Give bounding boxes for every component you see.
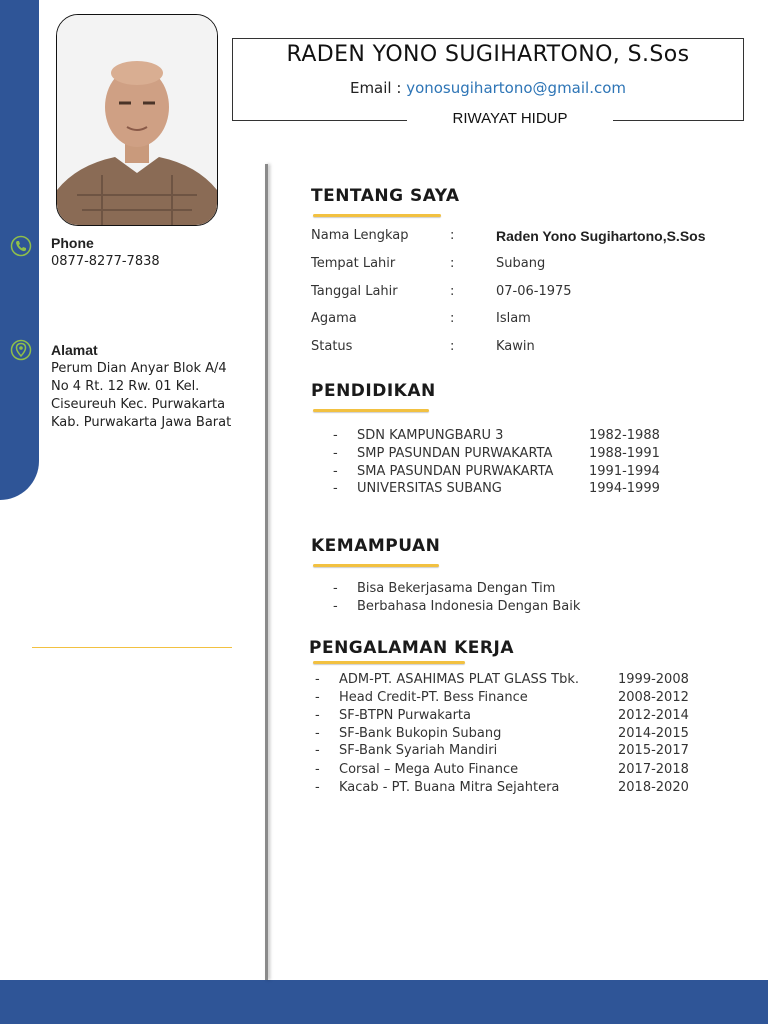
list-dash: - [315,762,320,777]
document-subtitle: RIWAYAT HIDUP [407,108,613,129]
experience-name: Kacab - PT. Buana Mitra Sejahtera [339,780,560,795]
about-value: Raden Yono Sugihartono,S.Sos [496,228,706,244]
about-label: Agama [311,311,357,326]
experience-name: SF-Bank Syariah Mandiri [339,743,498,758]
about-label: Tanggal Lahir [311,284,398,299]
experience-item [315,780,695,798]
about-separator: : [450,228,455,243]
experience-years: 2015-2017 [618,743,689,758]
experience-name: Head Credit-PT. Bess Finance [339,690,528,705]
email-label: Email : [349,79,407,97]
education-section-title: PENDIDIKAN [311,381,436,401]
skill-item [333,581,633,599]
experience-name: SF-Bank Bukopin Subang [339,726,502,741]
experience-years: 2012-2014 [618,708,689,723]
address-line: Ciseureuh Kec. Purwakarta [51,397,226,412]
about-label: Nama Lengkap [311,228,409,243]
experience-item [315,708,695,726]
education-section-underline [313,409,429,412]
address-text [51,360,231,432]
list-dash: - [315,726,320,741]
address-label: Alamat [51,342,98,358]
experience-section-underline [313,661,465,664]
list-dash: - [333,581,338,596]
experience-years: 2014-2015 [618,726,689,741]
education-name: SMP PASUNDAN PURWAKARTA [357,446,553,461]
education-years: 1994-1999 [589,481,660,496]
about-separator: : [450,284,455,299]
skills-section-underline [313,564,439,567]
about-label: Tempat Lahir [311,256,396,271]
experience-years: 2008-2012 [618,690,689,705]
list-dash: - [333,428,338,443]
about-separator: : [450,339,455,354]
about-label: Status [311,339,353,354]
education-item [333,464,663,482]
list-dash: - [315,690,320,705]
list-dash: - [315,708,320,723]
phone-label: Phone [51,235,94,251]
portrait-illustration [57,15,217,225]
list-dash: - [315,780,320,795]
full-name-heading: RADEN YONO SUGIHARTONO, S.Sos [286,42,690,67]
phone-icon [10,235,32,257]
email-row [233,79,743,97]
experience-years: 2018-2020 [618,780,689,795]
about-separator: : [450,311,455,326]
list-dash: - [333,481,338,496]
skills-section-title: KEMAMPUAN [311,536,441,556]
list-dash: - [333,446,338,461]
address-line: Perum Dian Anyar Blok A/4 [51,361,227,376]
list-dash: - [315,743,320,758]
experience-item [315,726,695,744]
experience-section-title: PENGALAMAN KERJA [309,638,514,658]
address-line: No 4 Rt. 12 Rw. 01 Kel. [51,379,200,394]
education-name: SMA PASUNDAN PURWAKARTA [357,464,554,479]
about-value: Kawin [496,339,535,354]
skill-item [333,599,633,617]
about-value: 07-06-1975 [496,284,572,299]
experience-name: ADM-PT. ASAHIMAS PLAT GLASS Tbk. [339,672,580,687]
experience-item [315,672,695,690]
experience-years: 1999-2008 [618,672,689,687]
skill-name: Berbahasa Indonesia Dengan Baik [357,599,581,614]
experience-item [315,762,695,780]
education-item [333,481,663,499]
location-pin-icon [10,339,32,361]
experience-item [315,743,695,761]
education-years: 1991-1994 [589,464,660,479]
education-years: 1982-1988 [589,428,660,443]
education-item [333,446,663,464]
about-value: Subang [496,256,546,271]
about-separator: : [450,256,455,271]
list-dash: - [333,599,338,614]
list-dash: - [333,464,338,479]
education-name: UNIVERSITAS SUBANG [357,481,502,496]
experience-name: Corsal – Mega Auto Finance [339,762,519,777]
about-section-title: TENTANG SAYA [311,186,460,206]
address-line: Kab. Purwakarta Jawa Barat [51,415,232,430]
education-years: 1988-1991 [589,446,660,461]
phone-number: 0877-8277-7838 [51,254,160,269]
experience-item [315,690,695,708]
education-name: SDN KAMPUNGBARU 3 [357,428,504,443]
vertical-divider [265,164,268,980]
experience-name: SF-BTPN Purwakarta [339,708,471,723]
left-divider [32,647,232,648]
education-item [333,428,663,446]
email-link[interactable]: yonosugihartono@gmail.com [406,79,627,97]
footer-band [0,980,768,1024]
list-dash: - [315,672,320,687]
about-section-underline [313,214,441,217]
experience-years: 2017-2018 [618,762,689,777]
skill-name: Bisa Bekerjasama Dengan Tim [357,581,556,596]
profile-photo [56,14,218,226]
about-value: Islam [496,311,531,326]
